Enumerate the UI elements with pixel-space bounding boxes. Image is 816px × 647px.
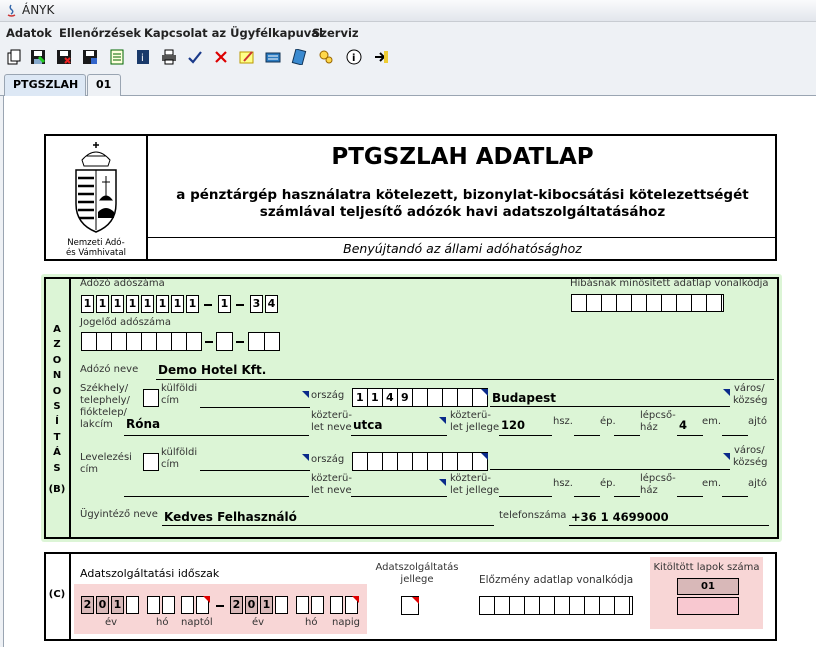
dash — [236, 341, 244, 343]
seat-stair-underline — [614, 435, 640, 436]
seat-street-name[interactable]: Róna — [126, 417, 161, 431]
seat-street-type-dropdown-icon[interactable] — [439, 417, 446, 424]
tax-id-digit[interactable]: 1 — [126, 295, 139, 313]
tax-id-digit[interactable]: 1 — [156, 295, 169, 313]
mail-label-2: cím — [80, 464, 99, 475]
day-digit[interactable] — [330, 596, 343, 614]
new-icon[interactable] — [5, 48, 23, 66]
menu-kapcsolat[interactable]: Kapcsolat az Ügyfélkapuval — [144, 26, 323, 40]
em-label: em. — [702, 416, 722, 427]
save-as-icon[interactable] — [81, 48, 99, 66]
month-digit[interactable] — [311, 596, 324, 614]
mail-country-underline — [200, 470, 310, 471]
naptol-label: naptól — [181, 617, 213, 628]
month-digit[interactable] — [147, 596, 160, 614]
year-digit[interactable]: 2 — [230, 596, 243, 614]
seat-label-3: fióktelep/ — [80, 407, 127, 418]
city-label-2: község — [733, 457, 768, 468]
mail-foreign-label-2: cím — [161, 459, 180, 470]
seat-zip-digit: 1 — [356, 391, 364, 404]
tax-id-digit[interactable]: 3 — [250, 295, 263, 313]
predecessor-tax-id-field[interactable] — [81, 332, 202, 351]
faulty-barcode-label: Hibásnak minősített adatlap vonalkódja — [570, 278, 769, 289]
seat-street-type-underline — [351, 435, 447, 436]
year-digit[interactable]: 1 — [111, 596, 124, 614]
tab-ptgszlah[interactable]: PTGSZLAH — [4, 74, 86, 97]
svg-text:i: i — [352, 53, 356, 64]
previous-barcode-label: Előzmény adatlap vonalkódja — [479, 574, 634, 586]
pages-value: 01 — [677, 578, 739, 595]
calculator2-icon[interactable] — [290, 48, 308, 66]
seat-building-underline — [574, 435, 600, 436]
street-type-label-1: közterü- — [450, 473, 491, 484]
mail-country-label: ország — [311, 454, 345, 465]
seat-house-underline — [499, 435, 552, 436]
mail-building-underline — [574, 496, 600, 497]
napig-label: napig — [332, 617, 360, 628]
section-c-divider — [69, 552, 71, 641]
em-label: em. — [702, 478, 722, 489]
admin-label: Ügyintéző neve — [80, 509, 158, 520]
agency-label-2: és Vámhivatal — [66, 248, 126, 258]
faulty-barcode-field[interactable] — [571, 294, 724, 312]
predecessor-check-digit[interactable] — [216, 332, 233, 351]
day-digit[interactable] — [181, 596, 194, 614]
dash — [216, 605, 224, 607]
section-b-side-label: A Z O N O S Í T Á S (B) — [48, 324, 66, 496]
mail-door-underline — [722, 496, 748, 497]
predecessor-county-code[interactable] — [248, 332, 280, 351]
tax-id-digit[interactable]: 1 — [141, 295, 154, 313]
street-type-label-2: let jellege — [450, 422, 500, 433]
year-digit[interactable] — [275, 596, 288, 614]
period-label: Adatszolgáltatási időszak — [80, 567, 220, 580]
submit-note: Benyújtandó az állami adóhatósághoz — [343, 241, 582, 256]
hsz-label: hsz. — [553, 478, 573, 489]
form-subtitle-1: a pénztárgép használatra kötelezett, bizonylat-kibocsátási kötelezettségét — [176, 187, 749, 203]
seat-foreign-label-2: cím — [161, 395, 180, 406]
form-canvas — [3, 96, 816, 647]
seat-city-value[interactable]: Budapest — [492, 391, 556, 405]
seat-country-label: ország — [311, 390, 345, 401]
stair-label-1: lépcső- — [640, 410, 676, 421]
ho-label: hó — [305, 617, 318, 628]
mail-label-1: Levelezési — [80, 452, 132, 463]
about-icon[interactable] — [345, 48, 363, 66]
year-digit[interactable] — [126, 596, 139, 614]
mail-stair-underline — [614, 496, 640, 497]
admin-value[interactable]: Kedves Felhasználó — [164, 510, 297, 524]
tax-id-digit[interactable]: 1 — [111, 295, 124, 313]
seat-door-underline — [722, 435, 748, 436]
stair-label-2: ház — [640, 422, 658, 433]
mail-zip-field[interactable] — [352, 452, 488, 471]
seat-city-underline — [490, 406, 730, 407]
name-label: Adózó neve — [80, 364, 139, 375]
toolbar — [0, 44, 400, 70]
mail-floor-underline — [677, 496, 703, 497]
seat-country-dropdown-icon[interactable] — [302, 391, 309, 398]
form-subtitle-2: számlával teljesítő adózók havi adatszolgáltatásához — [259, 204, 666, 220]
coat-of-arms-icon — [68, 140, 124, 236]
to-dropdown-icon[interactable] — [352, 596, 359, 603]
dash — [204, 304, 212, 306]
tax-id-digit[interactable]: 1 — [81, 295, 94, 313]
save-close-icon[interactable] — [55, 48, 73, 66]
seat-zip-digit: 1 — [371, 391, 379, 404]
tax-id-digit[interactable]: 1 — [218, 295, 231, 313]
year-digit[interactable]: 2 — [81, 596, 94, 614]
nature-label-1: Adatszolgáltatás — [375, 562, 459, 573]
year-digit[interactable]: 0 — [245, 596, 258, 614]
city-label-2: község — [733, 395, 768, 406]
street-name-label-1: közterü- — [311, 410, 352, 421]
mail-house-underline — [499, 496, 552, 497]
mail-country-dropdown-icon[interactable] — [302, 454, 309, 461]
month-digit[interactable] — [162, 596, 175, 614]
nature-dropdown-icon[interactable] — [412, 597, 419, 604]
month-digit[interactable] — [296, 596, 309, 614]
mail-street-type-dropdown-icon[interactable] — [439, 479, 446, 486]
ev-label: év — [252, 617, 265, 628]
section-b-divider — [69, 277, 71, 539]
phone-value[interactable]: +36 1 4699000 — [571, 510, 669, 524]
keyboard-icon[interactable] — [264, 48, 282, 66]
tax-id-digit[interactable]: 1 — [186, 295, 199, 313]
seat-label-2: telephely/ — [80, 395, 130, 406]
seat-label-1: Székhely/ — [80, 383, 129, 394]
check-icon[interactable] — [186, 48, 204, 66]
seat-zip-digit: 4 — [386, 391, 394, 404]
tax-id-label: Adózó adószáma — [80, 278, 165, 289]
section-c-code: (C) — [48, 589, 66, 600]
save-icon[interactable] — [29, 48, 47, 66]
year-digit[interactable]: 1 — [260, 596, 273, 614]
exit-icon[interactable] — [372, 48, 390, 66]
search-icon[interactable] — [317, 48, 335, 66]
name-value[interactable]: Demo Hotel Kft. — [158, 363, 267, 377]
ajto-label: ajtó — [748, 478, 767, 489]
phone-label: telefonszáma — [499, 510, 567, 521]
java-app-icon — [4, 3, 19, 18]
mail-city-underline — [490, 469, 730, 470]
seat-foreign-label-1: külföldi — [161, 383, 198, 394]
mail-foreign-label-1: külföldi — [161, 447, 198, 458]
dash — [236, 304, 244, 306]
admin-underline — [162, 525, 494, 526]
tax-id-digit[interactable]: 1 — [96, 295, 109, 313]
pages-field[interactable] — [677, 597, 739, 615]
nature-label-2: jellege — [400, 574, 434, 585]
street-type-label-1: közterü- — [450, 410, 491, 421]
ev-label: év — [105, 617, 118, 628]
seat-street-underline — [124, 435, 309, 436]
title-bar — [0, 0, 816, 22]
seat-street-type[interactable]: utca — [353, 418, 383, 432]
delete-icon[interactable] — [212, 48, 230, 66]
seat-city-dropdown-icon[interactable] — [723, 389, 730, 396]
tab-bar — [0, 70, 816, 96]
city-label-1: város/ — [734, 445, 765, 456]
name-underline — [156, 379, 774, 380]
header-hline — [146, 237, 777, 238]
street-name-label-2: let neve — [311, 422, 352, 433]
ep-label: ép. — [600, 416, 616, 427]
previous-barcode-field[interactable] — [479, 596, 633, 615]
from-dropdown-icon[interactable] — [203, 596, 210, 603]
seat-zip-digit: 9 — [401, 391, 409, 404]
stair-label-2: ház — [640, 485, 658, 496]
tax-id-digit[interactable]: 1 — [171, 295, 184, 313]
print-icon[interactable] — [160, 48, 178, 66]
calculator-icon[interactable] — [108, 48, 126, 66]
dash — [205, 341, 213, 343]
seat-foreign-checkbox[interactable] — [143, 389, 159, 407]
menu-ellenorzesek[interactable]: Ellenőrzések — [59, 26, 142, 40]
mail-street-underline — [124, 496, 309, 497]
window-title: ÁNYK — [22, 3, 55, 17]
mail-foreign-checkbox[interactable] — [143, 453, 159, 471]
seat-country-underline — [200, 407, 310, 408]
ep-label: ép. — [600, 478, 616, 489]
form-title: PTGSZLAH ADATLAP — [331, 144, 594, 170]
street-name-label-1: közterü- — [311, 473, 352, 484]
seat-floor[interactable]: 4 — [679, 418, 688, 432]
year-digit[interactable]: 0 — [96, 596, 109, 614]
menu-adatok[interactable]: Adatok — [6, 26, 52, 40]
seat-floor-underline — [677, 435, 703, 436]
predecessor-label: Jogelőd adószáma — [80, 317, 172, 328]
mail-city-dropdown-icon[interactable] — [723, 453, 730, 460]
edit-icon[interactable] — [238, 48, 256, 66]
ajto-label: ajtó — [748, 416, 767, 427]
mail-street-type-underline — [351, 496, 447, 497]
agency-label-1: Nemzeti Adó- — [67, 238, 125, 248]
svg-text:i: i — [141, 53, 144, 64]
info-book-icon[interactable] — [134, 48, 152, 66]
menu-szerviz[interactable]: Szerviz — [312, 26, 359, 40]
tax-id-digit[interactable]: 4 — [265, 295, 278, 313]
menu-bar — [0, 22, 816, 44]
stair-label-1: lépcső- — [640, 473, 676, 484]
seat-house-number[interactable]: 120 — [501, 418, 526, 432]
city-label-1: város/ — [734, 383, 765, 394]
phone-underline — [569, 525, 769, 526]
seat-zip-dropdown-icon[interactable] — [481, 389, 488, 396]
seat-label-4: lakcím — [80, 419, 113, 430]
tab-01[interactable]: 01 — [87, 74, 121, 96]
mail-zip-dropdown-icon[interactable] — [481, 453, 488, 460]
hsz-label: hsz. — [553, 416, 573, 427]
pages-label: Kitöltött lapok száma — [653, 562, 760, 573]
street-name-label-2: let neve — [311, 485, 352, 496]
ho-label: hó — [156, 617, 169, 628]
street-type-label-2: let jellege — [450, 485, 500, 496]
